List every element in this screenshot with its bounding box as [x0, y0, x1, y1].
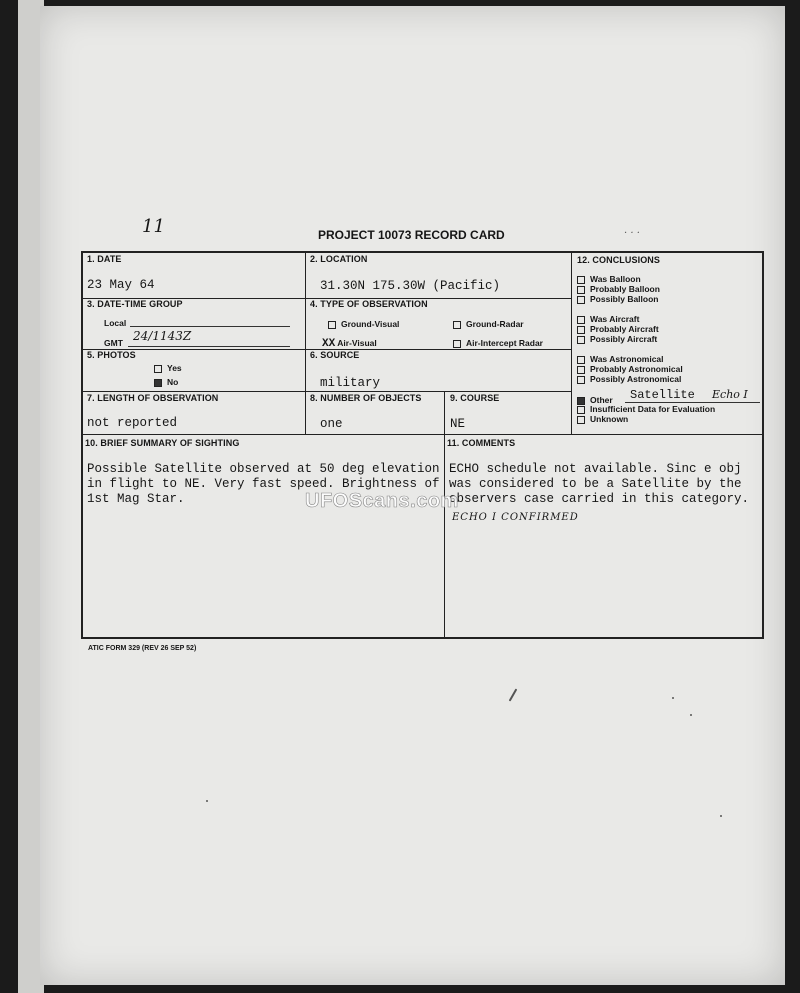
watermark: UFOScans.com	[305, 490, 459, 512]
location-value: 31.30N 175.30W (Pacific)	[320, 279, 501, 293]
scan-speck	[720, 815, 722, 817]
photos-no: No	[154, 377, 178, 387]
scan-speck	[690, 714, 692, 716]
other-handwritten: Echo I	[712, 388, 748, 401]
date-value: 23 May 64	[87, 278, 155, 292]
summary-line: 1st Mag Star.	[87, 492, 185, 506]
photos-label: 5. PHOTOS	[87, 350, 136, 360]
checkbox-checked	[154, 379, 162, 387]
comments-label: 11. COMMENTS	[447, 438, 516, 448]
checkbox	[577, 356, 585, 364]
option-ground-radar: Ground-Radar	[453, 319, 524, 329]
conclusions-label: 12. CONCLUSIONS	[577, 255, 661, 265]
length-value: not reported	[87, 416, 178, 430]
option-ground-visual: Ground-Visual	[328, 319, 399, 329]
observation-type-label: 4. TYPE OF OBSERVATION	[310, 299, 428, 309]
location-label: 2. LOCATION	[310, 254, 368, 264]
checkbox	[577, 406, 585, 414]
faint-marks: · · ·	[624, 228, 640, 239]
col-divider	[444, 391, 445, 639]
form-footer: ATIC FORM 329 (REV 26 SEP 52)	[88, 645, 197, 652]
conclusion-item: Probably Balloon	[577, 284, 660, 294]
checkbox	[328, 321, 336, 329]
gmt-label: GMT	[104, 338, 123, 348]
col-divider	[305, 251, 306, 434]
number-of-objects-value: one	[320, 417, 343, 431]
checkbox	[577, 366, 585, 374]
row-divider	[81, 391, 571, 392]
checkbox	[154, 365, 162, 373]
gmt-line	[128, 346, 290, 347]
checkbox	[577, 276, 585, 284]
conclusion-item: Probably Aircraft	[577, 324, 659, 334]
conclusion-insufficient: Insufficient Data for Evaluation	[577, 404, 715, 414]
option-air-intercept-radar: Air-Intercept Radar	[453, 338, 543, 348]
comments-line: observers case carried in this category.	[449, 492, 750, 506]
other-line	[625, 402, 760, 403]
conclusion-item: Possibly Balloon	[577, 294, 659, 304]
checkbox	[577, 326, 585, 334]
comments-handwritten: ECHO I CONFIRMED	[452, 512, 579, 523]
checked-mark: XX	[322, 338, 336, 350]
local-label: Local	[104, 318, 127, 328]
source-label: 6. SOURCE	[310, 350, 360, 360]
card-title: PROJECT 10073 RECORD CARD	[318, 228, 505, 242]
course-value: NE	[450, 417, 466, 431]
conclusion-item: Was Astronomical	[577, 354, 664, 364]
other-value: Satellite	[630, 388, 695, 402]
conclusion-item: Possibly Astronomical	[577, 374, 681, 384]
page-mark: 11	[142, 216, 165, 237]
option-air-visual: XX Air-Visual	[322, 338, 377, 350]
checkbox	[453, 321, 461, 329]
photos-yes: Yes	[154, 363, 182, 373]
scan-speck	[672, 697, 674, 699]
conclusion-item: Possibly Aircraft	[577, 334, 657, 344]
comments-line: was considered to be a Satellite by the	[449, 477, 742, 491]
conclusion-unknown: Unknown	[577, 414, 628, 424]
checkbox	[577, 376, 585, 384]
checkbox	[577, 336, 585, 344]
conclusion-other: Other	[577, 395, 613, 405]
checkbox	[453, 340, 461, 348]
conclusion-item: Was Aircraft	[577, 314, 639, 324]
checkbox	[577, 286, 585, 294]
col-divider	[571, 251, 572, 434]
course-label: 9. COURSE	[450, 393, 500, 403]
source-value: military	[320, 376, 381, 390]
number-of-objects-label: 8. NUMBER OF OBJECTS	[310, 393, 422, 403]
comments-line: ECHO schedule not available. Sinc e obj	[449, 462, 742, 476]
local-line	[130, 326, 290, 327]
scan-speck	[206, 800, 208, 802]
summary-line: Possible Satellite observed at 50 deg elevation	[87, 462, 440, 476]
conclusion-item: Probably Astronomical	[577, 364, 683, 374]
checkbox	[577, 296, 585, 304]
conclusion-item: Was Balloon	[577, 274, 641, 284]
checkbox	[577, 416, 585, 424]
summary-label: 10. BRIEF SUMMARY OF SIGHTING	[85, 438, 240, 448]
date-label: 1. DATE	[87, 254, 122, 264]
row-divider	[81, 434, 764, 435]
date-time-group-label: 3. DATE-TIME GROUP	[87, 299, 183, 309]
length-label: 7. LENGTH OF OBSERVATION	[87, 393, 219, 403]
checkbox	[577, 316, 585, 324]
summary-line: in flight to NE. Very fast speed. Brightness of	[87, 477, 440, 491]
gmt-value: 24/1143Z	[133, 329, 192, 343]
